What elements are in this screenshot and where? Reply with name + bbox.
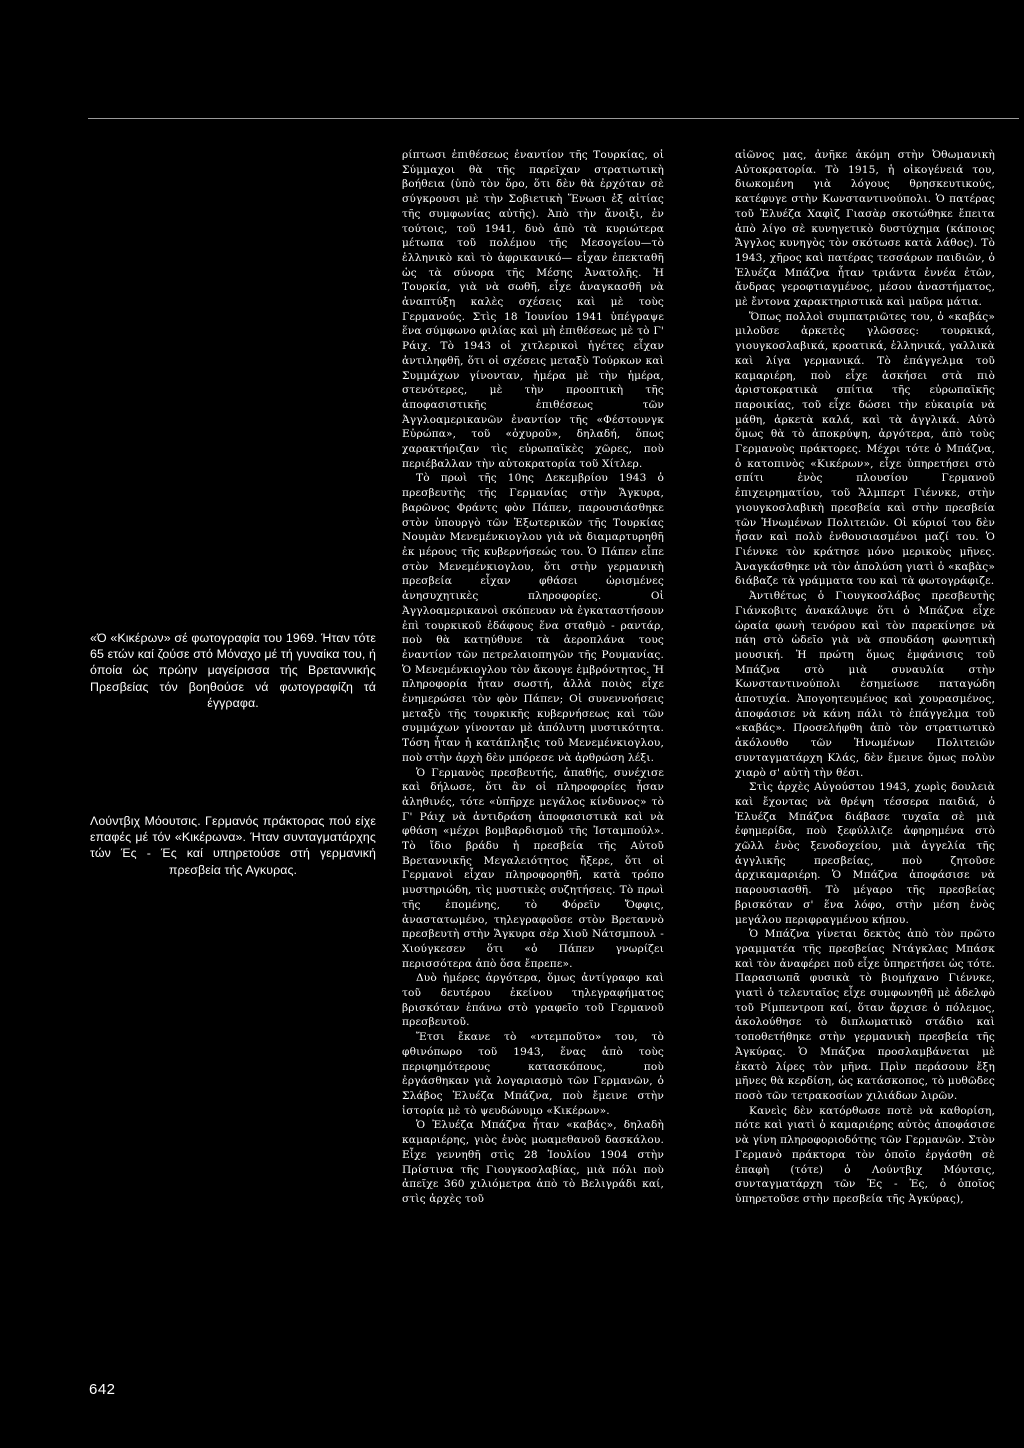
article-paragraph: Κανεὶς δὲν κατόρθωσε ποτὲ νὰ καθορίση, πότε καὶ γιατὶ ὁ καμαριέρης αὐτὸς ἀποφάσισε νὰ γίνη πληροφοριοδότης τῶν Γερμανῶν. Στὸν Γερμανὸ πράκτορα τὸν ὁποῖο ἐργάσθη σὲ ἐπαφὴ (τότε) ὁ Λούντβιχ Μόυτσις, συνταγματάρχη τῶν Ἐς - Ἐς, ὁ ὁποῖος ὑπηρετοῦσε στὴν πρεσβεία τῆς Ἀγκύρας), xyxy=(735,1104,995,1205)
article-paragraph: Ὅπως πολλοὶ συμπατριῶτες του, ὁ «καβάς» μιλοῦσε ἀρκετὲς γλῶσσες: τουρκικά, γιουγκοσλαβικά, κροατικά, ἑλληνικά, γαλλικὰ καὶ λίγα γερμανικά. Τὸ ἐπάγγελμα τοῦ καμαριέρη, ποὺ εἶχε ἀσκήσει στὰ πιὸ ἀριστοκρατικὰ σπίτια τῆς εὐρωπαϊκῆς παροικίας, τοῦ εἶχε δώσει τὴν εὐκαιρία νὰ μάθη, ἀρκετὰ καλά, καὶ τὰ ἀγγλικά. Αὐτὸ ὅμως θὰ τὸ ἀποκρύψη, ἀργότερα, ἀπὸ τοὺς Γερμανοὺς πράκτορες. Μέχρι τότε ὁ Μπάζνα, ὁ κατοπινὸς «Κικέρων», εἶχε ὑπηρετήσει στὸ σπίτι ἑνὸς πλουσίου Γερμανοῦ ἐπιχειρηματίου, τοῦ Ἄλμπερτ Γιέννκε, στὴν γιουγκοσλαβικὴ πρεσβεία καὶ στὴν πρεσβεία τῶν Ἡνωμένων Πολιτειῶν. Οἱ κύριοί του δὲν ἦσαν καὶ πολὺ ἐνθουσιασμένοι μαζί του. Ὁ Γιέννκε τὸν κράτησε μόνο μερικοὺς μῆνες. Ἀναγκάσθηκε νὰ τὸν ἀπολύση γιατὶ ὁ «καβὰς» διάβαζε τὰ γράμματα του καὶ τὰ φωτογράφιζε. xyxy=(735,310,995,588)
article-paragraph: Στὶς ἀρχὲς Αὐγούστου 1943, χωρὶς δουλειὰ καὶ ἔχοντας νὰ θρέψη τέσσερα παιδιά, ὁ Ἐλυέζα Μπάζνα διάβασε τυχαῖα σὲ μιὰ ἐφημερίδα, ποὺ ξεφύλλιζε ἀφηρημένα στὸ χῶλλ ἑνὸς ξενοδοχείου, μιὰ ἀγγελία τῆς ἀγγλικῆς πρεσβείας, ποὺ ζητοῦσε ἀρχικαμαριέρη. Ὁ Μπάζνα ἀποφάσισε νὰ παρουσιασθῆ. Τὸ μέγαρο τῆς πρεσβείας βρισκόταν σ' ἕνα λόφο, στὴν μέση ἑνὸς μεγάλου περιφραγμένου κήπου. xyxy=(735,781,995,926)
article-paragraph: Ὁ Γερμανὸς πρεσβευτής, ἀπαθής, συνέχισε καὶ δήλωσε, ὅτι ἂν οἱ πληροφορίες ἦσαν ἀληθινές, τότε «ὑπῆρχε μεγάλος κίνδυνος» τὸ Γ' Ράιχ νὰ ἀντιδράση ἀποφασιστικὰ καὶ νὰ φθάση «μέχρι βομβαρδισμοῦ τῆς Ἰσταμπούλ». Τὸ ἴδιο βράδυ ἡ πρεσβεία τῆς Αὐτοῦ Βρεταννικῆς Μεγαλειότητος ἤξερε, ὅτι οἱ Γερμανοὶ εἶχαν πληροφορηθῆ, κατὰ τρόπο μυστηριώδη, τὶς μυστικὲς συζητήσεις. Τὸ πρωὶ τῆς ἑπομένης, τὸ Φόρεϊν Ὄφφις, ἀναστατωμένο, τηλεγραφοῦσε στὸν Βρεταννὸ πρεσβευτὴ στὴν Ἄγκυρα σὲρ Χιοῦ Νάτσμπουλ - Χιούγκεσεν ὅτι «ὁ Πάπεν γνωρίζει περισσότερα ἀπὸ ὅσα ἔπρεπε». xyxy=(402,766,664,970)
photo-caption-kikeron: «Ό «Κικέρων» σέ φωτογραφία του 1969. Ήταν τότε 65 ετών καί ζούσε στό Μόναχο μέ τή γυναίκα του, ή όποία ώς πρώην μαγείρισσα τής Βρεταννικής Πρεσβείας τόν βοηθούσε νά φωτογραφίζη τά έγγραφα. xyxy=(90,631,376,710)
article-paragraph: Ὁ Ἐλυέζα Μπάζνα ἦταν «καβάς», δηλαδὴ καμαριέρης, γιὸς ἑνὸς μωαμεθανοῦ δασκάλου. Εἶχε γεννηθῆ στὶς 28 Ἰουλίου 1904 στὴν Πρίστινα τῆς Γιουγκοσλαβίας, μιὰ πόλι ποὺ ἀπεῖχε 360 χιλιόμετρα ἀπὸ τὸ Βελιγράδι καί, στὶς ἀρχὲς τοῦ xyxy=(402,1119,664,1205)
article-paragraph: αἰῶνος μας, ἀνῆκε ἀκόμη στὴν Ὀθωμανικὴ Αὐτοκρατορία. Τὸ 1915, ἡ οἰκογένειά του, διωκομένη γιὰ λόγους θρησκευτικούς, κατέφυγε στὴν Κωνσταντινούπολι. Ὁ πατέρας τοῦ Ἐλυέζα Χαφὶζ Γιασὰρ σκοτώθηκε ἔπειτα ἀπὸ λίγο σὲ κυνηγετικὸ δυστύχημα (κάποιος Ἄγγλος κυνηγὸς τὸν σκότωσε κατὰ λάθος). Τὸ 1943, χῆρος καὶ πατέρας τεσσάρων παιδιῶν, ὁ Ἐλυέζα Μπάζνα ἦταν τριάντα ἐννέα ἐτῶν, ἄνδρας γεροφτιαγμένος, μέσου ἀναστήματος, μὲ ἔντονα χαρακτηριστικὰ καὶ μαῦρα μάτια. xyxy=(735,149,995,309)
article-paragraph: Ἔτσι ἔκανε τὸ «ντεμποῦτο» του, τὸ φθινόπωρο τοῦ 1943, ἕνας ἀπὸ τοὺς περιφημότερους κατασκόπους, ποὺ ἐργάσθηκαν γιὰ λογαριασμὸ τῶν Γερμανῶν, ὁ Σλάβος Ἐλυέζα Μπάζνα, ποὺ ἔμεινε στὴν ἱστορία μὲ τὸ ψευδώνυμο «Κικέρων». xyxy=(402,1031,664,1117)
article-paragraph: Δυὸ ἡμέρες ἀργότερα, ὅμως ἀντίγραφο καὶ τοῦ δευτέρου ἐκείνου τηλεγραφήματος βρισκόταν ἐπάνω στὸ γραφεῖο τοῦ Γερμανοῦ πρεσβευτοῦ. xyxy=(402,972,664,1029)
article-paragraph: Ἀντιθέτως ὁ Γιουγκοσλάβος πρεσβευτὴς Γιάνκοβιτς ἀνακάλυψε ὅτι ὁ Μπάζνα εἶχε ὡραία φωνὴ τενόρου καὶ τὸν παρεκίνησε νὰ πάη στὸ ὠδεῖο γιὰ νὰ σπουδάση φωνητικὴ μουσική. Ἡ πρώτη ὅμως ἐμφάνισις τοῦ Μπάζνα στὸ μιὰ συναυλία στὴν Κωνσταντινούπολι ἐσημείωσε παταγώδη ἀποτυχία. Ἀπογοητευμένος καὶ χουρασμένος, ἀποφάσισε νὰ κάνη πάλι τὸ ἐπάγγελμα τοῦ «καβάς». Προσελήφθη ἀπὸ τὸν στρατιωτικὸ ἀκόλουθο τῶν Ἡνωμένων Πολιτειῶν συνταγματάρχη Κλάς, δὲν ἔμεινε ὅμως πολὺν χιαρὸ σ' αὐτὴ τὴν θέσι. xyxy=(735,590,995,779)
article-paragraph: Τὸ πρωὶ τῆς 10ης Δεκεμβρίου 1943 ὁ πρεσβευτὴς τῆς Γερμανίας στὴν Ἄγκυρα, βαρῶνος Φράντς φὸν Πάπεν, παρουσιάσθηκε στὸν ὑπουργὸ τῶν Ἐξωτερικῶν τῆς Τουρκίας Νουμὰν Μενεμένκιογλου γιὰ νὰ διαμαρτυρηθῆ ἐκ μέρους τῆς κυβερνήσεώς του. Ὁ Πάπεν εἶπε στὸν Μενεμένκιογλου, ὅτι στὴν γερμανικὴ πρεσβεία εἶχαν φθάσει ὡρισμένες ἀνησυχητικὲς πληροφορίες. Οἱ Ἀγγλοαμερικανοὶ σκόπευαν νὰ ἐγκαταστήσουν ἐπὶ τουρκικοῦ ἐδάφους ἕνα σταθμὸ - ραντάρ, ποὺ θὰ κατηύθυνε τὰ ἀεροπλάνα τους ἐναντίον τῶν πετρελαιοπηγῶν τῆς Ρουμανίας. Ὁ Μενεμένκιογλου τὸν ἄκουγε ἐμβρόντητος. Ἡ πληροφορία ἦταν σωστή, ἀλλὰ ποιὸς εἶχε ἐνημερώσει τὸν φὸν Πάπεν; Οἱ συνεννοήσεις μεταξὺ τῆς τουρκικῆς κυβερνήσεως καὶ τῶν συμμάχων γίνονταν μὲ ἀπόλυτη μυστικότητα. Τόση ἦταν ἡ κατάπληξις τοῦ Μενεμένκιογλου, ποὺ στὴν ἀρχὴ δὲν μπόρεσε νὰ ἀρθρώση λέξι. xyxy=(402,472,664,764)
article-column-right xyxy=(735,148,995,1207)
page-number: 642 xyxy=(89,1381,116,1398)
captions-column xyxy=(90,630,376,878)
article-paragraph: ρίπτωσι ἐπιθέσεως ἐναντίον τῆς Τουρκίας, οἱ Σύμμαχοι θὰ τῆς παρεῖχαν στρατιωτικὴ βοήθεια (ὑπὸ τὸν ὅρο, ὅτι δὲν θὰ ἐρχόταν σὲ σύγκρουσι μὲ τὴν Σοβιετικὴ Ἕνωσι ἐξ αἰτίας τῆς συμφωνίας αὐτῆς). Ἀπὸ τὴν ἄνοιξι, ἐν τούτοις, τοῦ 1941, δυὸ ἀπὸ τὰ κυριώτερα μέτωπα τοῦ πολέμου τῆς Μεσογείου—τὸ ἑλληνικὸ καὶ τὸ ἀφρικανικό— εἶχαν ἐπεκταθῆ ὡς τὰ σύνορα τῆς Μέσης Ἀνατολῆς. Ἡ Τουρκία, γιὰ νὰ σωθῆ, εἶχε ἀναγκασθῆ νὰ ἀναπτύξη καλὲς σχέσεις καὶ μὲ τοὺς Γερμανούς. Στὶς 18 Ἰουνίου 1941 ὑπέγραψε ἕνα σύμφωνο φιλίας καὶ μὴ ἐπιθέσεως μὲ τὸ Γ' Ράιχ. Τὸ 1943 οἱ χιτλερικοὶ ἡγέτες εἶχαν ἀντιληφθῆ, ὅτι οἱ σχέσεις μεταξὺ Τούρκων καὶ Συμμάχων γίνονταν, ἡμέρα μὲ τὴν ἡμέρα, στενότερες, μὲ τὴν προοπτικὴ τῆς ἀποφασιστικῆς ἐπιθέσεως τῶν Ἀγγλοαμερικανῶν ἐναντίον τῆς «Φέστουνγκ Εὐρώπα», τοῦ «ὀχυροῦ», δηλαδή, ὅπως χαρακτήριζαν τὶς εὐρωπαϊκὲς χῶρες, ποὺ περιέβαλλαν τὴν αὐτοκρατορία τοῦ Χίτλερ. xyxy=(402,149,664,470)
article-column-left xyxy=(402,148,664,1207)
photo-caption-moyzisch: Λούντβιχ Μόουτσις. Γερμανός πράκτορας πού είχε επαφές μέ τόν «Κικέρωνα». Ήταν συνταγματάρχης τών Ές - Ές καί υπηρετούσε στή γερμανική πρεσβεία τής Αγκυρας. xyxy=(90,814,376,877)
article-paragraph: Ὁ Μπάζνα γίνεται δεκτὸς ἀπὸ τὸν πρῶτο γραμματέα τῆς πρεσβείας Ντάγκλας Μπάσκ καὶ τὸν ἀναφέρει ποῦ εἶχε ὑπηρετήσει ὡς τότε. Παρασιωπᾶ φυσικὰ τὸ βιομήχανο Γιέννκε, γιατὶ ὁ τελευταῖος εἶχε συμφωνηθῆ μὲ ἀδελφὸ τοῦ Ρίμπεντροπ καί, ὅταν ἄρχισε ὁ πόλεμος, ἀκολούθησε τὸ διπλωματικὸ στάδιο καὶ τοποθετήθηκε στὴν γερμανικὴ πρεσβεία τῆς Ἀγκύρας. Ὁ Μπάζνα προσλαμβάνεται μὲ ἑκατὸ λίρες τὸν μῆνα. Πρὶν περάσουν ἔξη μῆνες θὰ κερδίση, ὡς κατάσκοπος, τὸ μυθῶδες ποσὸ τῶν τετρακοσίων χιλιάδων λιρῶν. xyxy=(735,928,995,1102)
